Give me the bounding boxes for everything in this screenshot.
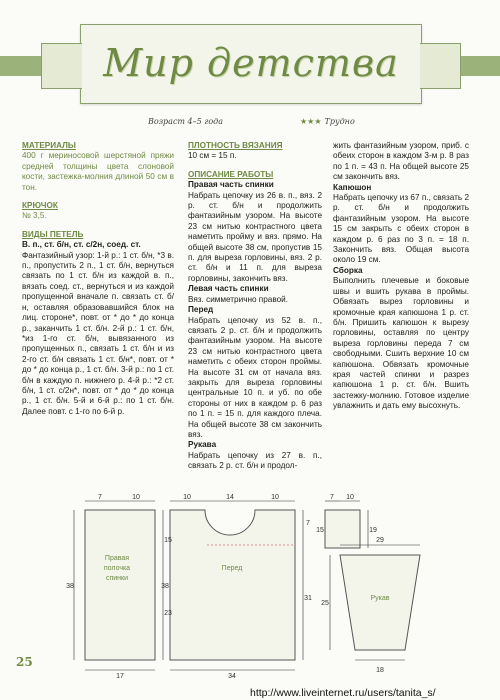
- col1-paragraph: В. п., ст. б/н, ст. с/2н, соед. ст.: [22, 240, 141, 250]
- page-number: 25: [16, 655, 33, 669]
- title-banner: [0, 18, 500, 113]
- front-right-a: 7: [306, 520, 310, 527]
- col1-paragraph: МАТЕРИАЛЫ: [22, 141, 76, 150]
- hood-top-b: 10: [346, 494, 354, 501]
- back-top-b: 10: [132, 494, 140, 501]
- col3-paragraph: Выполнить плечевые и боковые швы и вшить рукава в проймы. Обвязать вырез горловины и кромочные края капюшона 1 р. ст. б/н. Пришить капюшон к вырезу горловины, оставляя по центру выреза горловины переда 7 см свободными. Сшить верхние 10 см капюшона. Обвязать кромочные края частей спинки и разрез капюшона 1 р. ст. б/н. Вшить застежку-молнию. Готовое изделие увлажнить и дать ему высохнуть.: [333, 276, 469, 411]
- col2-paragraph: 10 см = 15 п.: [188, 151, 237, 161]
- col1-paragraph: 400 г мериносовой шерстяной пряжи средней толщины цвета слоновой кости, застежка-молния длиной 50 см в тон.: [22, 151, 174, 192]
- col1-paragraph: ВИДЫ ПЕТЕЛЬ: [22, 229, 84, 239]
- front-left: 38: [161, 583, 169, 590]
- text-column-3: [333, 141, 469, 412]
- back-top-a: 7: [98, 494, 102, 501]
- col1-paragraph: Фантазийный узор: 1-й р.: 1 ст. б/н, *3 в. п., пропустить 2 п., 1 ст. б/н, вернуться связать по 1 ст. б/н из каждой в. п., вязать соед. ст., вернуться и из каждой пропущенной вначале п. связать ст. б/н, оставляя образовавшийся блок на лиц. стороне*, повт. от * до * до конца р., заканчить 1 ст. б/н. 2-й р.: 1 ст. б/н, *из 1-го ст. б/н, вывязанного из пропущенных п., связать 1 ст. б/н и из 2-го ст. б/н связать 1 ст. б/н*, повт. от * до * до конца р., 1 ст. б/н. 3-й р.: по 1 ст. б/н в каждую п. нижнего р. 4-й р.: *2 ст. б/н, 1 ст. с/2н*, повт. от * до * до конца р., 1 ст. б/н. 5-й и 6-й р.: по 1 ст. б/н. Далее повт. с 1-го по 6-й р.: [22, 250, 174, 416]
- pattern-schematic: [0, 490, 500, 680]
- col1-paragraph: [22, 222, 174, 230]
- page-title: Мир детства: [103, 41, 399, 85]
- back-label-2: полочка: [103, 565, 131, 572]
- col1-paragraph: № 3,5.: [22, 211, 47, 221]
- source-url: http://www.liveinternet.ru/users/tanita_s/: [250, 687, 436, 699]
- front-piece: [170, 501, 303, 670]
- back-label-3: спинки: [105, 575, 129, 582]
- difficulty-stars-icon: ★★★: [300, 117, 322, 126]
- col2-paragraph: Правая часть спинки: [188, 180, 274, 190]
- col1-paragraph: [22, 193, 174, 201]
- col2-paragraph: Левая часть спинки: [188, 284, 269, 294]
- col2-paragraph: Набрать цепочку из 27 в. п., связать 2 р. ст. б/н и продол-: [188, 450, 322, 471]
- difficulty-text: Трудно: [324, 117, 355, 126]
- sleeve-top: 29: [376, 537, 384, 544]
- sleeve-left: 25: [321, 600, 329, 607]
- back-right-a: 15: [164, 537, 172, 544]
- text-column-2: [188, 141, 322, 472]
- hood-right: 19: [369, 527, 377, 534]
- col2-paragraph: [188, 162, 322, 170]
- col3-paragraph: Сборка: [333, 265, 363, 275]
- hood-top-a: 7: [330, 494, 334, 501]
- back-piece: [74, 501, 163, 670]
- hood-left: 15: [316, 527, 324, 534]
- hood-piece: [325, 501, 368, 548]
- back-left: 38: [66, 583, 74, 590]
- col2-paragraph: Набрать цепочку из 26 в. п., вяз. 2 р. ст. б/н и продолжить фантазийным узором. На высоте 23 см нитью контрастного цвета наметить пройму и вяз. прямо. На общей высоте 38 см, пропустив 15 п. для выреза горловины, вяз. 2 р. ст. б/н и 11 п. для выреза горловины, закончить вяз.: [188, 190, 322, 283]
- col3-paragraph: жить фантазийным узором, приб. с обеих сторон в каждом 3-м р. 8 раз по 1 п. = 43 п. На общей высоте 25 см закончить вяз.: [333, 141, 469, 182]
- col3-paragraph: Капюшон: [333, 182, 372, 192]
- back-right-b: 23: [164, 610, 172, 617]
- front-label: Перед: [221, 565, 243, 572]
- col2-paragraph: ПЛОТНОСТЬ ВЯЗАНИЯ: [188, 141, 283, 150]
- col2-paragraph: Рукава: [188, 440, 217, 450]
- col3-paragraph: Набрать цепочку из 67 п., связать 2 р. ст. б/н и продолжить фантазийным узором. На высоте 15 см закрыть с обеих сторон в каждом р. 6 раз по 3 п. = 18 п. Закончить вяз. Общая высота около 19 см.: [333, 193, 469, 265]
- col1-paragraph: КРЮЧОК: [22, 201, 58, 211]
- banner-ribbon: [80, 24, 422, 104]
- col2-paragraph: ОПИСАНИЕ РАБОТЫ: [188, 169, 274, 179]
- sleeve-piece: [330, 545, 420, 660]
- front-bottom: 34: [228, 673, 236, 680]
- back-label-1: Правая: [104, 555, 130, 562]
- sleeve-label: Рукав: [370, 595, 390, 602]
- front-right-b: 31: [304, 595, 312, 602]
- sleeve-bottom: 18: [376, 667, 384, 674]
- difficulty-label: [300, 117, 355, 126]
- front-top-c: 10: [271, 494, 279, 501]
- col2-paragraph: Перед: [188, 305, 214, 315]
- age-label: Возраст 4–5 года: [148, 117, 223, 126]
- front-top-a: 10: [183, 494, 191, 501]
- front-top-b: 14: [226, 494, 234, 501]
- text-column-1: [22, 141, 174, 417]
- col2-paragraph: Вяз. симметрично правой.: [188, 294, 289, 304]
- back-bottom: 17: [116, 673, 124, 680]
- col2-paragraph: Набрать цепочку из 52 в. п., связать 2 р. ст. б/н и продолжить фантазийным узором. На высоте 23 см нитью контрастного цвета наметить с обеих сторон проймы. На высоте 31 см от начала вяз. закрыть для выреза горловины центральные 10 п. и уб. по обе стороны от них в каждом р. 6 раз по 1 п. = 15 п. для каждого плеча. На общей высоте 38 см закончить вяз.: [188, 315, 322, 439]
